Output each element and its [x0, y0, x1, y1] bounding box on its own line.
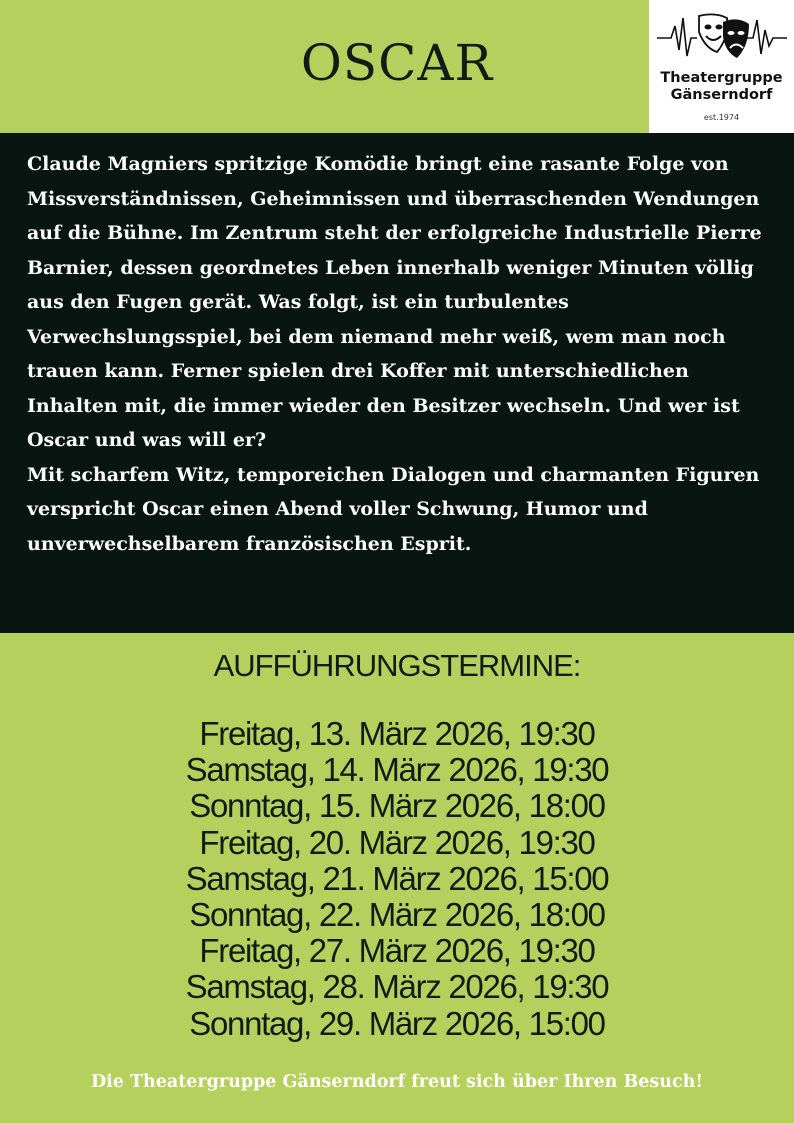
logo [649, 0, 794, 133]
logo-name-line1: Theatergruppe [660, 70, 783, 86]
performance-date: Sonntag, 15. März 2026, 18:00 [189, 787, 605, 825]
logo-name [649, 70, 794, 104]
description-paragraph-2: Mit scharfem Witz, temporeichen Dialogen und charmanten Figuren verspricht Oscar einen Abend voller Schwung, Humor und unverwechselbarem französischen Esprit. [27, 463, 760, 555]
page-title: OSCAR [300, 34, 494, 92]
performance-date: Sonntag, 29. März 2026, 15:00 [189, 1004, 605, 1042]
performance-date: Sonntag, 22. März 2026, 18:00 [189, 896, 605, 934]
description [27, 147, 767, 561]
performances-heading: AUFFÜHRUNGSTERMINE: [213, 648, 581, 683]
footer-message: Die Theatergruppe Gänserndorf freut sich über Ihren Besuch! [90, 1072, 704, 1092]
description-paragraph-1: Claude Magniers spritzige Komödie bringt eine rasante Folge von Missverständnissen, Geheimnissen und überraschenden Wendungen auf die Bühne. Im Zentrum steht der erfolgreiche Industrielle Pierre Barnier, dessen geordnetes Leben innerhalb weniger Minuten völlig aus den Fugen gerät. Was folgt, ist ein turbulentes Verwechslungsspiel, bei dem niemand mehr weiß, wem man noch trauen kann. Ferner spielen drei Koffer mit unterschiedlichen Inhalten mit, die immer wieder den Besitzer wechseln. Und wer ist Oscar und was will er? [27, 153, 762, 451]
performances-list [0, 716, 794, 1042]
performance-date: Freitag, 20. März 2026, 19:30 [199, 823, 595, 861]
logo-name-line2: Gänserndorf [670, 87, 773, 103]
theatre-masks-icon [657, 8, 787, 66]
performance-date: Samstag, 14. März 2026, 19:30 [185, 751, 609, 789]
performance-date: Samstag, 21. März 2026, 15:00 [185, 859, 609, 897]
performance-date: Freitag, 13. März 2026, 19:30 [199, 715, 595, 752]
performance-date: Samstag, 28. März 2026, 19:30 [185, 968, 609, 1006]
performance-date: Freitag, 27. März 2026, 19:30 [199, 932, 595, 970]
logo-est: est.1974 [703, 113, 740, 122]
